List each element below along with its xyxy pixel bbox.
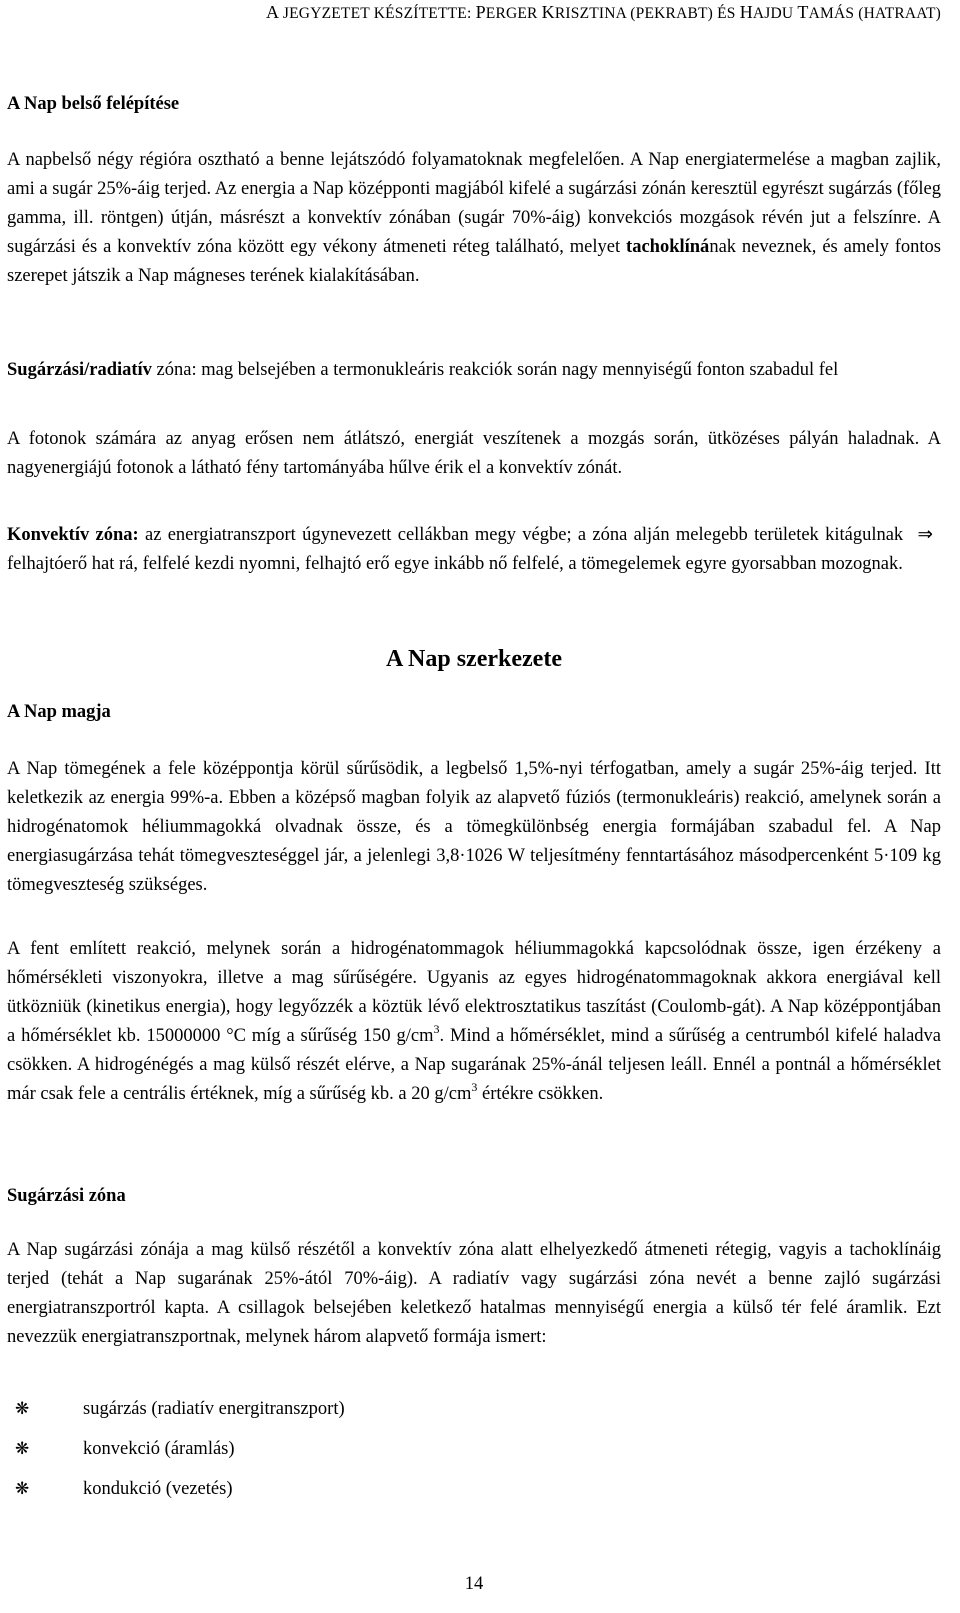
paragraph-core: A Nap tömegének a fele középpontja körül sűrűsödik, a legbelső 1,5%-nyi térfogatban, amely a sugár 25%-áig terjed. Itt keletkezik az energia 99%-a. Ebben a középső magban folyik az alapvető fúziós (termonukleáris) reakció, amelynek során a hidrogénatomok héliummagokká olvadnak össze, és a tömegkülönbség energia formájában szabadul fel. A Nap energiasugárzása tehát tömegveszteséggel jár, a jelenlegi 3,8·1026 W teljesítmény fenntartásához másodpercenként 5·109 kg tömegveszteség szükséges. [7, 759, 941, 895]
section-title-nap-magja: A Nap magja [7, 702, 111, 722]
paragraph-convective: Konvektív zóna: az energiatranszport úgynevezett cellákban megy végbe; a zóna alján melegebb területek kitágulnak ⇒ felhajtóerő hat rá, felfelé kezdi nyomni, felhajtó erő egye inkább nő felfelé, a tömegelemek egyre gyorsabban mozognak. [7, 521, 941, 579]
section-title-belso-felepites: A Nap belső felépítése [7, 94, 180, 114]
page-header: A JEGYZETET KÉSZÍTETTE: PERGER KRISZTINA (PEKRABT) ÉS HAJDU TAMÁS (HATRAAT) [266, 2, 941, 22]
paragraph-radiative: Sugárzási/radiatív zóna: mag belsejében a termonukleáris reakciók során nagy mennyiségű fonton szabadul fel [7, 360, 839, 380]
asterisk-bullet-icon: ❋ [15, 1479, 30, 1498]
paragraph-radiative-zone: A Nap sugárzási zónája a mag külső részétől a konvektív zóna alatt elhelyezkedő átmeneti rétegig, vagyis a tachoklínáig terjed (tehát a Nap sugarának 25%-ától 70%-áig). A radiatív vagy sugárzási zóna nevét a benne zajló sugárzási energiatranszportról kapta. A csillagok belsejében keletkező hatalmas mennyiségű energia a külső tér felé áramlik. Ezt nevezzük energiatranszportnak, melynek három alapvető formája ismert: [7, 1240, 941, 1347]
section-title-sugarzasi-zona: Sugárzási zóna [7, 1186, 126, 1206]
list-item: ❋ konvekció (áramlás) [15, 1438, 235, 1459]
implies-arrow-icon: ⇒ [917, 525, 933, 545]
page-number: 14 [464, 1574, 484, 1594]
asterisk-bullet-icon: ❋ [15, 1399, 30, 1418]
paragraph-intro: A napbelső négy régióra osztható a benne lejátszódó folyamatoknak megfelelően. A Nap energiatermelése a magban zajlik, ami a sugár 25%-áig terjed. Az energia a Nap középponti magjából kifelé a sugárzási zónán keresztül egyrészt sugárzás (főleg gamma, ill. röntgen) útján, másrészt a konvektív zónában (sugár 70%-áig) konvekciós mozgások révén jut a felszínre. A sugárzási és a konvektív zóna között egy vékony átmeneti réteg található, melyet tachoklínának neveznek, és amely fontos szerepet játszik a Nap mágneses terének kialakításában. [7, 150, 941, 286]
asterisk-bullet-icon: ❋ [15, 1439, 30, 1458]
paragraph-fusion: A fent említett reakció, melynek során a hidrogénatommagok héliummagokká kapcsolódnak össze, igen érzékeny a hőmérsékleti viszonyokra, illetve a mag sűrűségére. Ugyanis az egyes hidrogénatommagoknak akkora energiával kell ütközniük (kinetikus energia), hogy legyőzzék a köztük lévő elektrosztatikus taszítást (Coulomb-gát). A Nap középpontjában a hőmérséklet kb. 15000000 °C míg a sűrűség 150 $g/cm^3$. Mind a hőmérséklet, mind a sűrűség a centrumból kifelé haladva csökken. A hidrogénégés a mag külső részét elérve, a Nap sugarának 25%-ánál teljesen leáll. Ennél a pontnál a hőmérséklet már csak fele a centrális értéknek, míg a sűrűség kb. a 20 $g/cm^3$ értékre csökken. [7, 939, 942, 1104]
energy-transport-list [15, 1389, 345, 1509]
paragraph-photons: A fotonok számára az anyag erősen nem átlátszó, energiát veszítenek a mozgás során, ütközéses pályán haladnak. A nagyenergiájú fotonok a látható fény tartományába hűlve érik el a konvektív zónát. [7, 429, 941, 478]
list-item: ❋ sugárzás (radiatív energitranszport) [15, 1398, 345, 1419]
list-item: ❋ kondukció (vezetés) [15, 1478, 233, 1499]
section-title-nap-szerkezete: A Nap szerkezete [386, 646, 562, 672]
